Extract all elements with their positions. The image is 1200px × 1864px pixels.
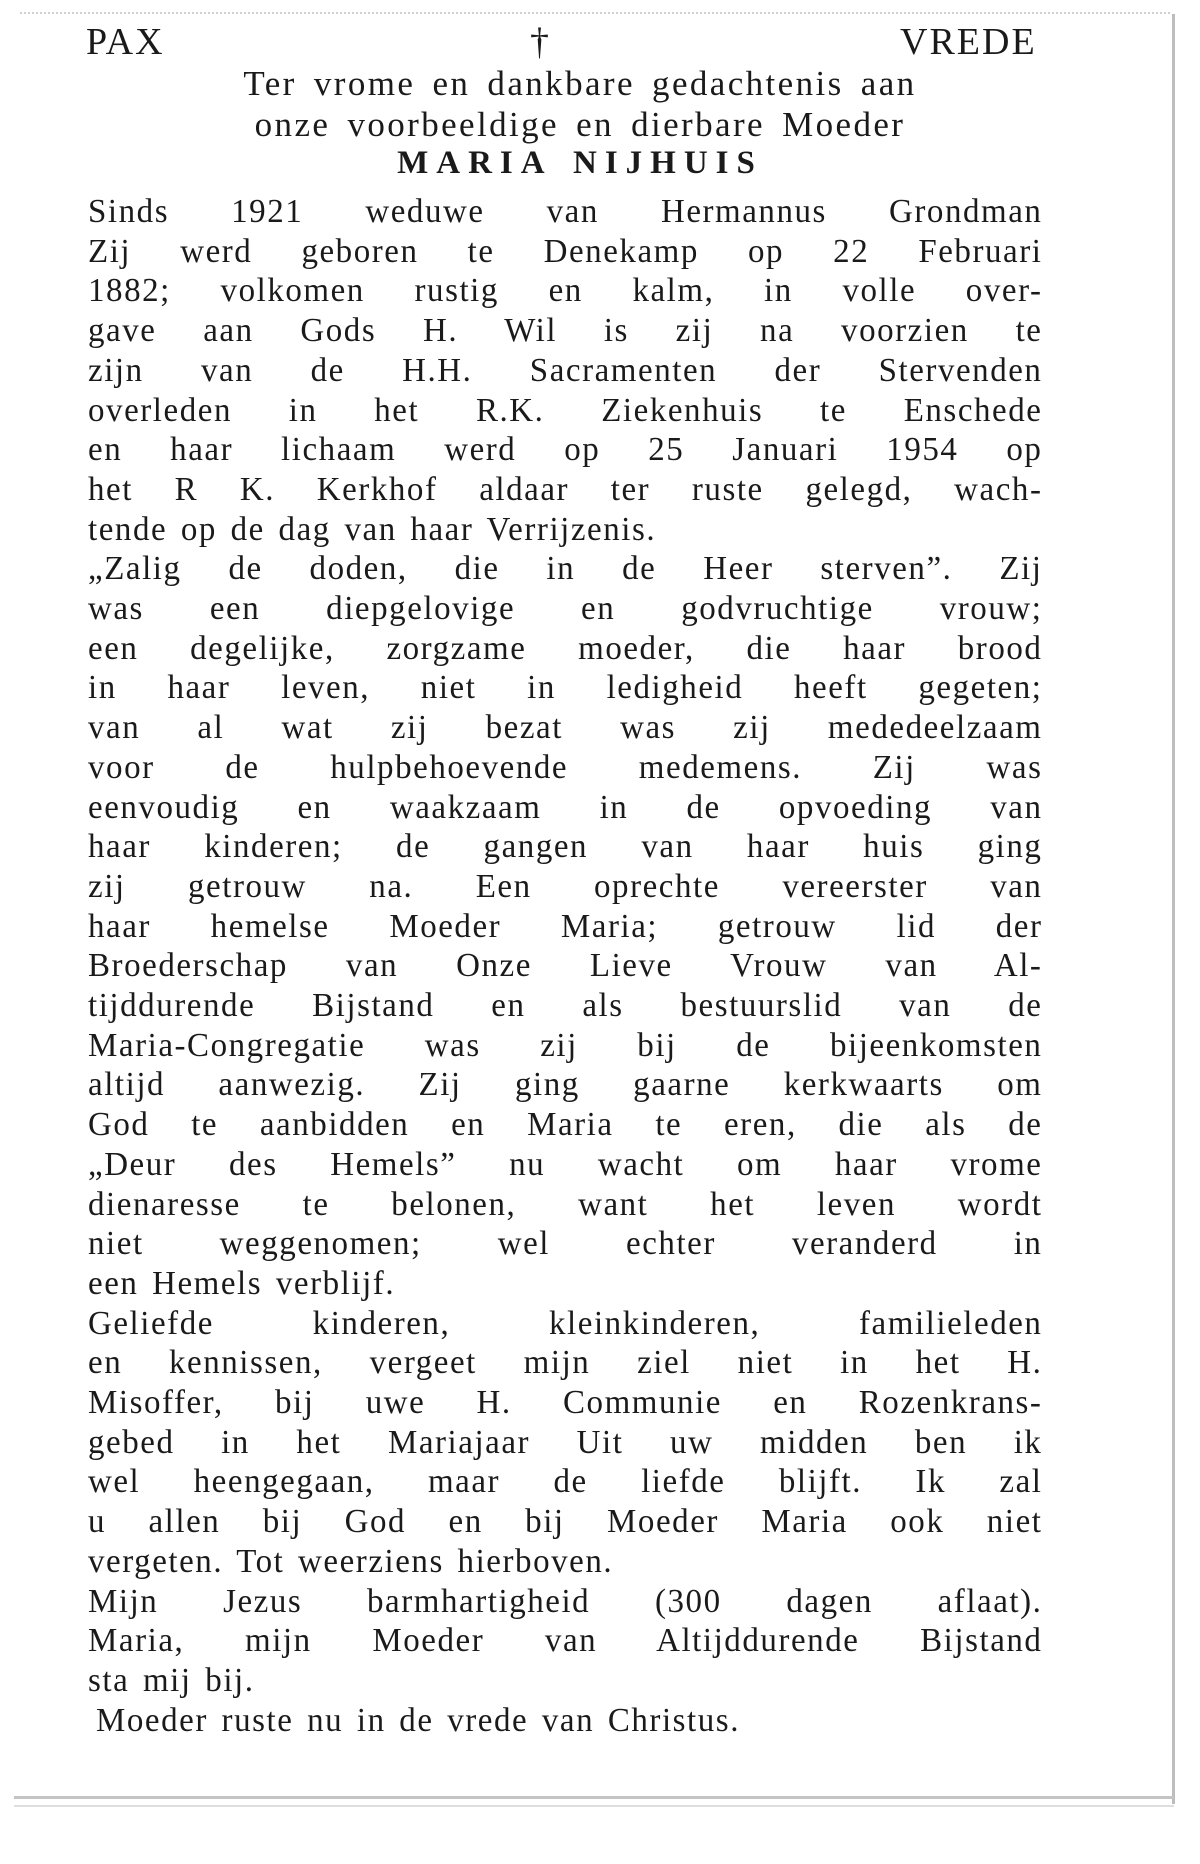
card-right-edge (1172, 14, 1175, 1804)
text-line: Geliefde kinderen, kleinkinderen, familieleden (88, 1304, 1043, 1342)
text-line: tende op de dag van haar Verrijzenis. (88, 510, 657, 548)
text-line: Maria-Congregatie was zij bij de bijeenkomsten (88, 1026, 1043, 1064)
text-line: zijn van de H.H. Sacramenten der Stervenden (88, 351, 1043, 389)
text-line: een degelijke, zorgzame moeder, die haar brood (88, 629, 1043, 667)
text-line: Moeder ruste nu in de vrede van Christus. (96, 1701, 741, 1739)
header-pax: PAX (86, 21, 165, 63)
text-line: haar hemelse Moeder Maria; getrouw lid der (88, 907, 1043, 945)
text-line: Broederschap van Onze Lieve Vrouw van Al- (88, 947, 1043, 985)
text-line: niet weggenomen; wel echter veranderd in (88, 1225, 1043, 1263)
cross-icon: † (530, 21, 551, 63)
text-line: dienaresse te belonen, want het leven wordt (88, 1185, 1043, 1223)
text-line: 1882; volkomen rustig en kalm, in volle over- (88, 272, 1043, 310)
header-vrede: VREDE (900, 21, 1037, 63)
text-line: en haar lichaam werd op 25 Januari 1954 op (88, 431, 1043, 469)
text-line: het R K. Kerkhof aldaar ter ruste gelegd, wach- (88, 470, 1043, 508)
text-line: Mijn Jezus barmhartigheid (300 dagen aflaat). (88, 1582, 1043, 1620)
text-line: gebed in het Mariajaar Uit uw midden ben ik (88, 1423, 1043, 1461)
text-line: in haar leven, niet in ledigheid heeft gegeten; (88, 669, 1043, 707)
text-line: overleden in het R.K. Ziekenhuis te Enschede (88, 391, 1043, 429)
card-bottom-edge (14, 1796, 1174, 1799)
intro-line-2: onze voorbeeldige en dierbare Moeder (254, 105, 906, 144)
text-line: altijd aanwezig. Zij ging gaarne kerkwaarts om (88, 1066, 1043, 1104)
text-line: gave aan Gods H. Wil is zij na voorzien te (88, 312, 1043, 350)
text-line: „Deur des Hemels” nu wacht om haar vrome (88, 1145, 1043, 1183)
text-line: eenvoudig en waakzaam in de opvoeding van (88, 788, 1043, 826)
text-line: Sinds 1921 weduwe van Hermannus Grondman (88, 193, 1043, 230)
text-line: van al wat zij bezat was zij mededeelzaam (88, 709, 1043, 747)
text-line: tijddurende Bijstand en als bestuurslid van de (88, 987, 1043, 1024)
text-line: zij getrouw na. Een oprechte vereerster van (88, 867, 1043, 905)
text-line: Misoffer, bij uwe H. Communie en Rozenkrans- (88, 1384, 1043, 1421)
text-line: en kennissen, vergeet mijn ziel niet in het H. (88, 1344, 1043, 1382)
text-line: een Hemels verblijf. (88, 1264, 396, 1302)
text-line: voor de hulpbehoevende medemens. Zij was (88, 748, 1043, 786)
text-line: vergeten. Tot weerziens hierboven. (88, 1542, 614, 1580)
text-line: „Zalig de doden, die in de Heer sterven”. Zij (88, 550, 1043, 588)
card-bottom-edge-shadow (14, 1805, 1174, 1807)
intro-line-1: Ter vrome en dankbare gedachtenis aan (243, 64, 917, 103)
text-line: Maria, mijn Moeder van Altijddurende Bijstand (88, 1622, 1043, 1660)
text-line: God te aanbidden en Maria te eren, die als de (88, 1106, 1043, 1144)
text-line: u allen bij God en bij Moeder Maria ook niet (88, 1503, 1043, 1541)
text-line: sta mij bij. (88, 1661, 255, 1699)
card-top-edge (20, 12, 1170, 14)
text-line: was een diepgelovige en godvruchtige vrouw; (88, 590, 1043, 627)
text-line: Zij werd geboren te Denekamp op 22 Februari (88, 232, 1043, 270)
text-line: haar kinderen; de gangen van haar huis ging (88, 828, 1043, 866)
deceased-name: MARIA NIJHUIS (397, 145, 763, 181)
text-line: wel heengegaan, maar de liefde blijft. Ik zal (88, 1463, 1043, 1501)
